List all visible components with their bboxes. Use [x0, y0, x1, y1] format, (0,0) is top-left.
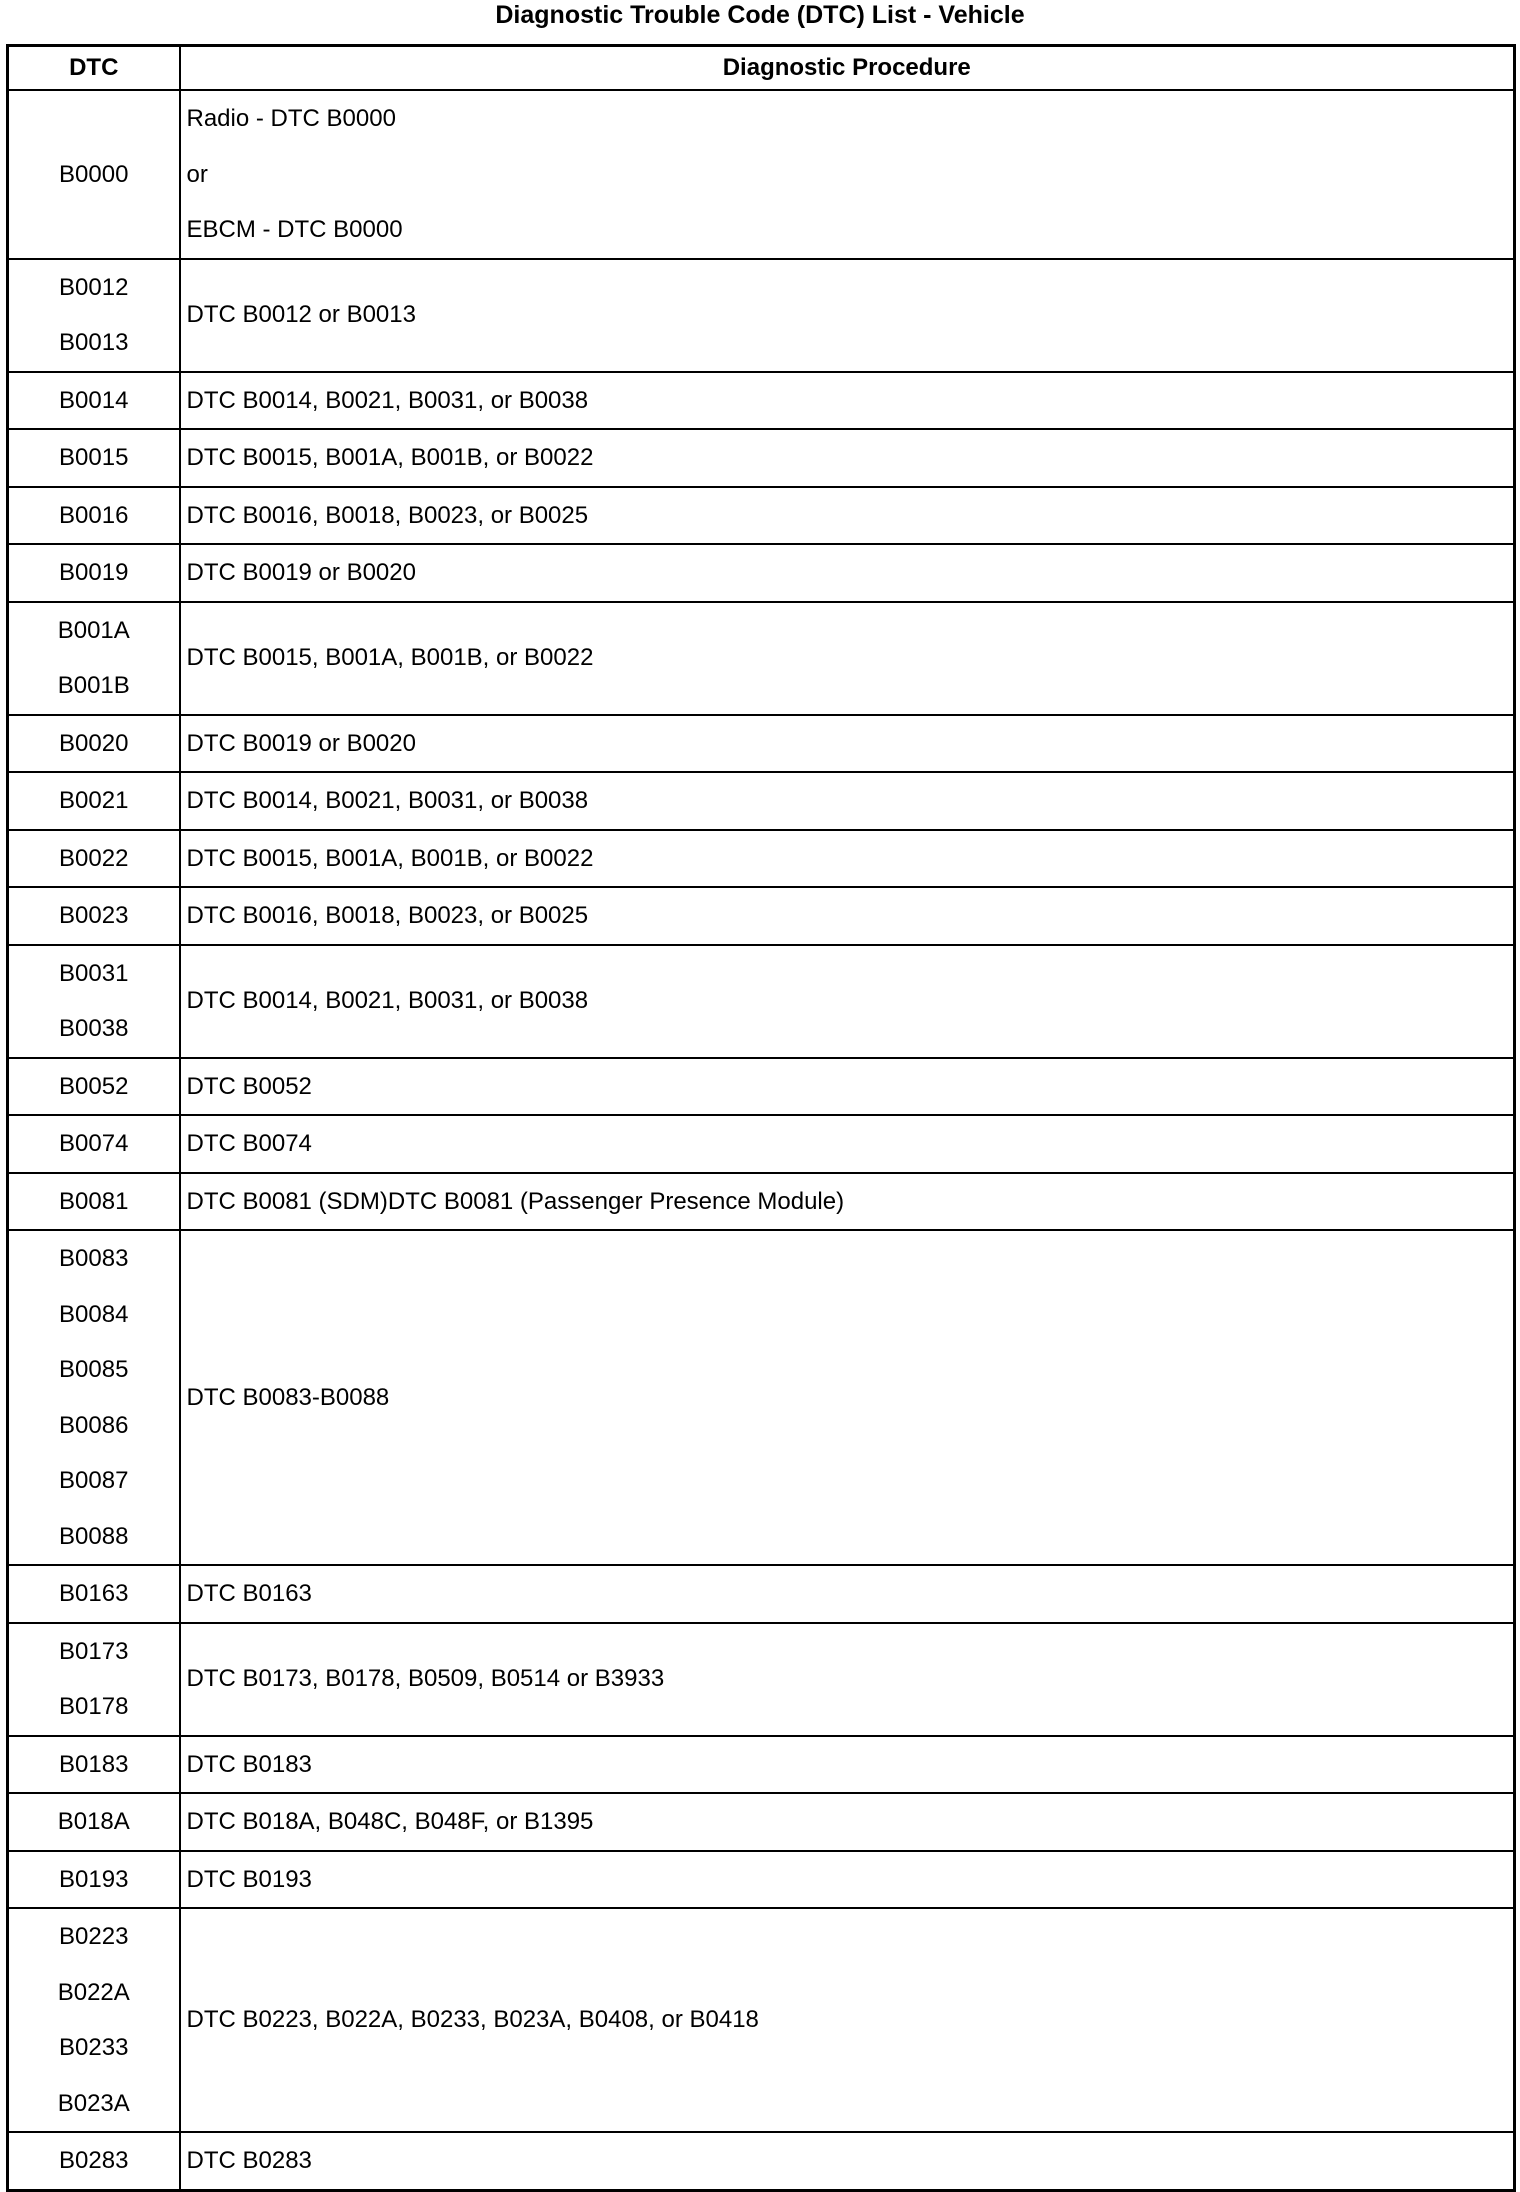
diagnostic-procedure-text: DTC B0052: [186, 1072, 312, 1100]
dtc-code: B0183: [59, 1750, 129, 1778]
dtc-code-cell: [8, 259, 180, 372]
table-row: [8, 945, 1515, 1058]
diagnostic-procedure-text: DTC B0173, B0178, B0509, B0514 or B3933: [186, 1665, 665, 1693]
dtc-code: B0016: [59, 501, 129, 529]
dtc-code: B0081: [59, 1187, 129, 1215]
table-row: [8, 2132, 1515, 2190]
dtc-column-header: DTC: [8, 46, 180, 91]
diagnostic-procedure-cell: [180, 1851, 1515, 1909]
table-row: [8, 1230, 1515, 1565]
dtc-code-cell: [8, 772, 180, 830]
table-row: [8, 1736, 1515, 1794]
dtc-code: B0083: [59, 1245, 129, 1272]
dtc-code: B0000: [59, 160, 129, 188]
table-row: [8, 259, 1515, 372]
dtc-code-cell: [8, 1908, 180, 2132]
dtc-code: B0233: [59, 2034, 129, 2061]
diagnostic-procedure-text: or: [186, 160, 208, 188]
diagnostic-procedure-text: DTC B0074: [186, 1130, 312, 1157]
dtc-code-cell: [8, 830, 180, 888]
table-row: [8, 602, 1515, 715]
dtc-code: B0193: [59, 1865, 129, 1893]
table-body: [8, 90, 1515, 2190]
dtc-code-cell: [8, 1793, 180, 1851]
diagnostic-procedure-cell: [180, 2132, 1515, 2190]
diagnostic-procedure-text: Radio - DTC B0000: [186, 105, 396, 132]
diagnostic-procedure-text: DTC B0015, B001A, B001B, or B0022: [186, 444, 594, 471]
diagnostic-procedure-text: DTC B0015, B001A, B001B, or B0022: [186, 644, 594, 672]
dtc-code-cell: [8, 1058, 180, 1116]
dtc-code: B0021: [59, 787, 129, 814]
dtc-code: B023A: [57, 2089, 130, 2117]
diagnostic-procedure-cell: [180, 90, 1515, 259]
dtc-code: B0084: [59, 1300, 129, 1328]
diagnostic-procedure-text: DTC B0283: [186, 2147, 312, 2174]
dtc-code: B0023: [59, 902, 129, 929]
procedure-column-header: Diagnostic Procedure: [180, 46, 1515, 91]
dtc-code-cell: [8, 602, 180, 715]
table-row: [8, 1115, 1515, 1173]
dtc-code-cell: [8, 1623, 180, 1736]
dtc-code: B0088: [59, 1522, 129, 1550]
table-row: [8, 90, 1515, 259]
diagnostic-procedure-cell: [180, 1173, 1515, 1231]
dtc-code-cell: [8, 429, 180, 487]
table-row: [8, 487, 1515, 545]
diagnostic-procedure-text: DTC B0019 or B0020: [186, 729, 416, 757]
table-row: [8, 1851, 1515, 1909]
diagnostic-procedure-cell: [180, 715, 1515, 773]
dtc-code: B0283: [59, 2147, 129, 2174]
diagnostic-procedure-cell: [180, 544, 1515, 602]
dtc-code-cell: [8, 90, 180, 259]
dtc-code-cell: [8, 1115, 180, 1173]
dtc-code-cell: [8, 372, 180, 430]
dtc-code-cell: [8, 715, 180, 773]
diagnostic-procedure-text: DTC B0014, B0021, B0031, or B0038: [186, 987, 589, 1015]
dtc-code: B0014: [59, 386, 129, 414]
dtc-code-cell: [8, 1565, 180, 1623]
dtc-code-cell: [8, 544, 180, 602]
table-row: [8, 887, 1515, 945]
dtc-code: B0163: [59, 1580, 129, 1607]
dtc-code-cell: [8, 2132, 180, 2190]
dtc-code-cell: [8, 1851, 180, 1909]
diagnostic-procedure-cell: [180, 602, 1515, 715]
table-header-row: [8, 46, 1515, 91]
dtc-code: B0085: [59, 1356, 129, 1383]
diagnostic-procedure-text: DTC B0163: [186, 1580, 312, 1607]
page-title: Diagnostic Trouble Code (DTC) List - Vehicle: [495, 1, 1025, 29]
dtc-code: B0074: [59, 1130, 129, 1157]
table-row: [8, 1623, 1515, 1736]
dtc-code: B0031: [59, 959, 129, 987]
diagnostic-procedure-cell: [180, 1623, 1515, 1736]
table-row: [8, 429, 1515, 487]
dtc-code: B018A: [57, 1808, 130, 1835]
dtc-code-cell: [8, 1173, 180, 1231]
diagnostic-procedure-cell: [180, 945, 1515, 1058]
diagnostic-procedure-text: DTC B0014, B0021, B0031, or B0038: [186, 787, 589, 814]
table-row: [8, 1173, 1515, 1231]
diagnostic-procedure-text: DTC B0015, B001A, B001B, or B0022: [186, 844, 594, 872]
dtc-code: B0019: [59, 559, 129, 586]
diagnostic-procedure-cell: [180, 429, 1515, 487]
diagnostic-procedure-cell: [180, 1736, 1515, 1794]
diagnostic-procedure-text: DTC B0081 (SDM)DTC B0081 (Passenger Presence Module): [186, 1187, 845, 1215]
diagnostic-procedure-text: DTC B0019 or B0020: [186, 559, 416, 586]
dtc-code: B001B: [57, 672, 130, 699]
diagnostic-procedure-cell: [180, 1908, 1515, 2132]
dtc-code-cell: [8, 487, 180, 545]
diagnostic-procedure-cell: [180, 372, 1515, 430]
table-row: [8, 1565, 1515, 1623]
dtc-code: B0178: [59, 1693, 129, 1720]
dtc-code: B0020: [59, 729, 129, 757]
dtc-code: B0013: [59, 329, 129, 356]
table-row: [8, 772, 1515, 830]
diagnostic-procedure-cell: [180, 887, 1515, 945]
dtc-code: B0223: [59, 1923, 129, 1950]
dtc-code: B001A: [57, 616, 130, 644]
diagnostic-procedure-cell: [180, 772, 1515, 830]
dtc-code: B0022: [59, 844, 129, 872]
diagnostic-procedure-cell: [180, 487, 1515, 545]
table-row: [8, 1908, 1515, 2132]
diagnostic-procedure-text: DTC B0012 or B0013: [186, 301, 416, 329]
diagnostic-procedure-text: DTC B0016, B0018, B0023, or B0025: [186, 501, 589, 529]
diagnostic-procedure-text: DTC B018A, B048C, B048F, or B1395: [186, 1808, 594, 1835]
diagnostic-procedure-cell: [180, 1230, 1515, 1565]
dtc-code-cell: [8, 945, 180, 1058]
dtc-code: B0173: [59, 1637, 129, 1665]
dtc-code-cell: [8, 887, 180, 945]
dtc-code: B0052: [59, 1072, 129, 1100]
table-row: [8, 830, 1515, 888]
dtc-code: B0015: [59, 444, 129, 471]
dtc-code-cell: [8, 1736, 180, 1794]
dtc-code: B0087: [59, 1467, 129, 1494]
dtc-code: B0012: [59, 273, 129, 301]
diagnostic-procedure-text: DTC B0014, B0021, B0031, or B0038: [186, 386, 589, 414]
table-row: [8, 715, 1515, 773]
diagnostic-procedure-text: EBCM - DTC B0000: [186, 216, 403, 243]
diagnostic-procedure-cell: [180, 1115, 1515, 1173]
dtc-code: B0038: [59, 1015, 129, 1042]
dtc-code-cell: [8, 1230, 180, 1565]
diagnostic-procedure-text: DTC B0083-B0088: [186, 1383, 390, 1411]
table-row: [8, 1793, 1515, 1851]
table-row: [8, 1058, 1515, 1116]
dtc-table: [6, 44, 1516, 2192]
diagnostic-procedure-text: DTC B0016, B0018, B0023, or B0025: [186, 902, 589, 929]
table-row: [8, 372, 1515, 430]
diagnostic-procedure-cell: [180, 1058, 1515, 1116]
dtc-code: B0086: [59, 1411, 129, 1439]
diagnostic-procedure-cell: [180, 259, 1515, 372]
diagnostic-procedure-text: DTC B0183: [186, 1750, 312, 1778]
diagnostic-procedure-cell: [180, 1793, 1515, 1851]
diagnostic-procedure-cell: [180, 830, 1515, 888]
diagnostic-procedure-text: DTC B0223, B022A, B0233, B023A, B0408, or B0418: [186, 2006, 759, 2034]
diagnostic-procedure-cell: [180, 1565, 1515, 1623]
table-row: [8, 544, 1515, 602]
dtc-code: B022A: [57, 1978, 130, 2006]
diagnostic-procedure-text: DTC B0193: [186, 1865, 312, 1893]
